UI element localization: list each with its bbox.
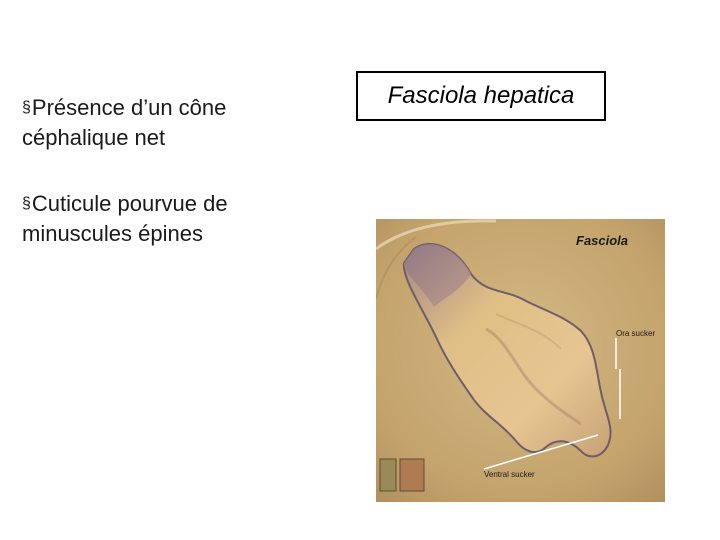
bullet-list — [22, 93, 322, 285]
bullet-item — [22, 189, 322, 249]
bullet-marker: § — [22, 99, 31, 116]
bullet-marker: § — [22, 195, 31, 212]
bullet-text: Cuticule pourvue de minuscules épines — [22, 191, 228, 246]
oral-sucker-label: Ora sucker — [616, 329, 656, 338]
crest-logo — [380, 459, 396, 491]
crest-logo — [400, 459, 424, 491]
ventral-sucker-label: Ventral sucker — [484, 470, 535, 479]
bullet-item — [22, 93, 322, 153]
specimen-photo-drawing — [376, 219, 665, 502]
slide-title: Fasciola hepatica — [356, 71, 606, 121]
bullet-text: Présence d’un cône céphalique net — [22, 95, 227, 150]
photo-header-label: Fasciola — [576, 233, 629, 248]
specimen-photo — [376, 219, 665, 502]
